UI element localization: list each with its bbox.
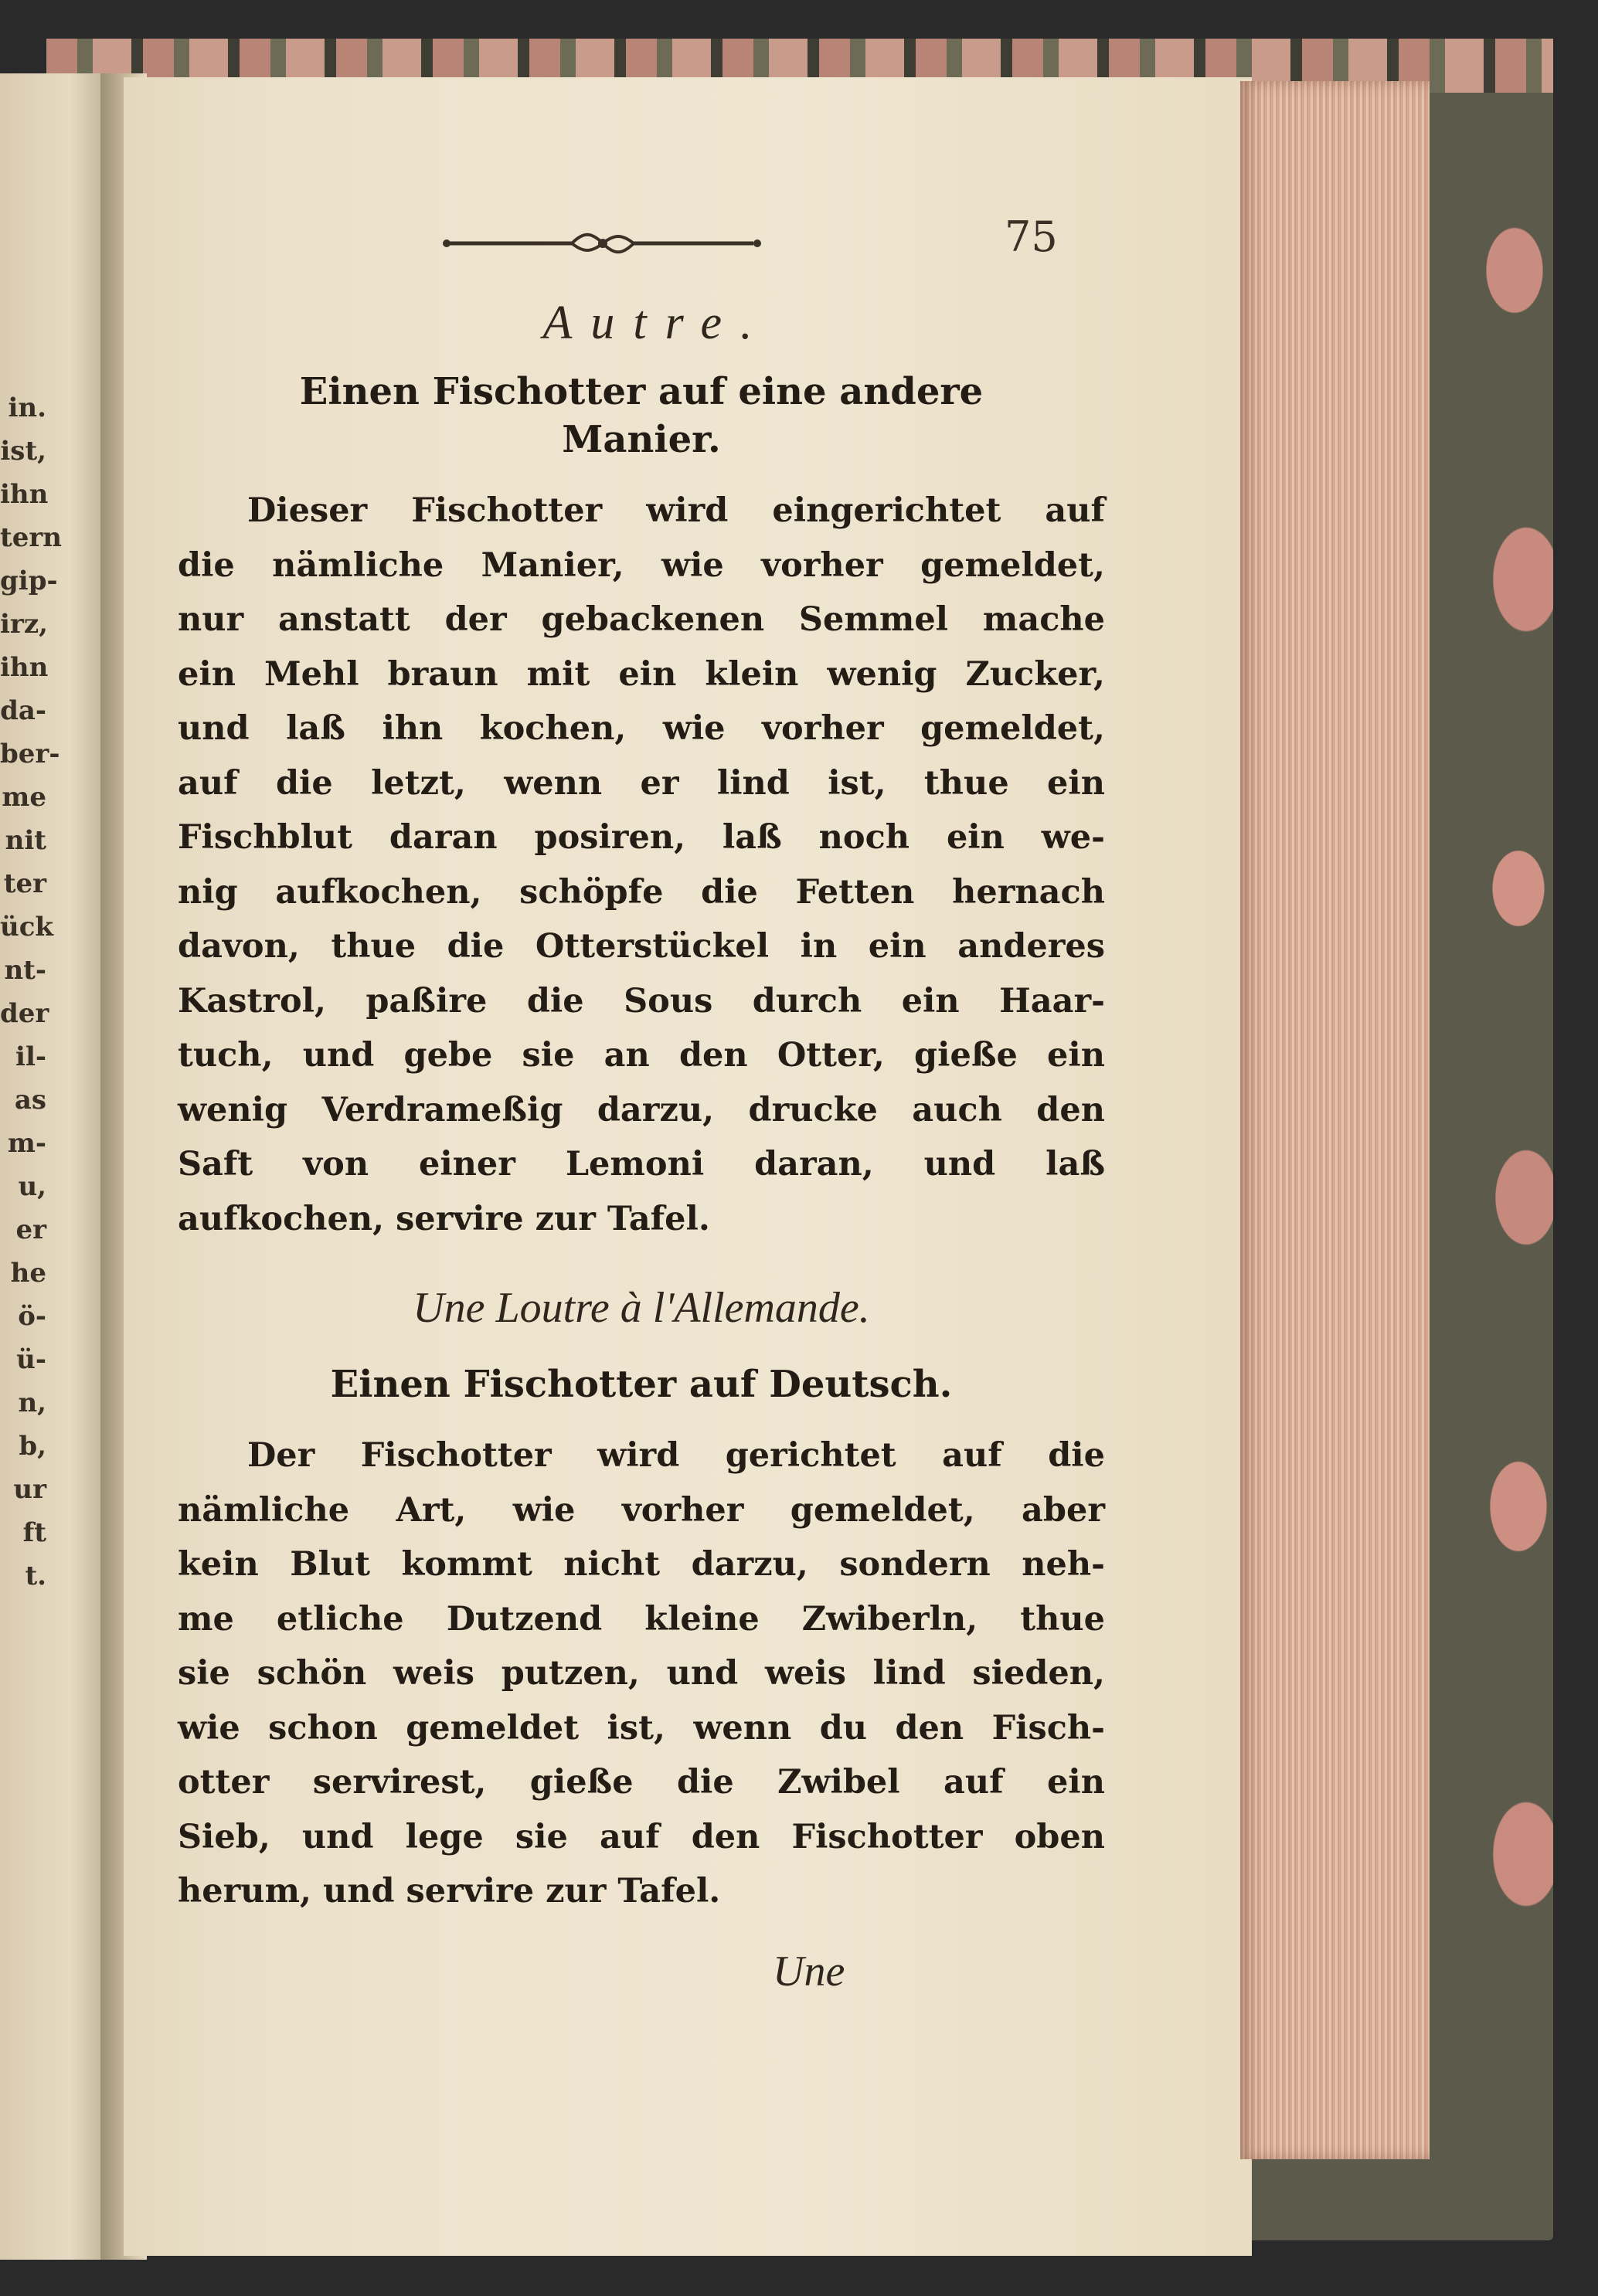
section1-german-heading-line2: Manier. xyxy=(562,418,721,461)
text-line: tuch, und gebe sie an den Otter, gieße ein xyxy=(178,1036,1105,1075)
text-line: Kastrol, paßire die Sous durch ein Haar- xyxy=(178,981,1105,1021)
left-page-fragment: il- xyxy=(15,1041,46,1072)
left-page-fragment: b, xyxy=(19,1431,46,1462)
left-page-fragment: nt- xyxy=(4,955,46,986)
section1-french-title: Autre. xyxy=(542,297,771,349)
page-content xyxy=(178,212,1105,1919)
text-line: die nämliche Manier, wie vorher gemeldet, xyxy=(178,545,1105,585)
text-line: aufkochen, servire zur Tafel. xyxy=(178,1199,710,1238)
left-page-fragment: in. xyxy=(8,392,46,423)
left-page-fragment: ft xyxy=(22,1517,46,1548)
left-page-fragment: ück xyxy=(0,912,53,943)
text-line: sie schön weis putzen, und weis lind sieden, xyxy=(178,1654,1105,1693)
left-page-fragment: n, xyxy=(18,1387,46,1418)
left-page-fragment: as xyxy=(14,1085,46,1116)
text-line: auf die letzt, wenn er lind ist, thue ein xyxy=(178,763,1105,803)
left-page-fragment: ber- xyxy=(0,739,60,769)
left-page-fragment: nit xyxy=(5,825,46,856)
left-page-fragment: ter xyxy=(3,868,46,899)
text-line: und laß ihn kochen, wie vorher gemeldet, xyxy=(178,709,1105,748)
text-line: Saft von einer Lemoni daran, und laß xyxy=(178,1145,1105,1184)
page-number: 75 xyxy=(1005,212,1058,261)
left-page-fragment: tern xyxy=(0,522,62,553)
text-line: herum, und servire zur Tafel. xyxy=(178,1872,721,1911)
text-line: Sieb, und lege sie auf den Fischotter oben xyxy=(178,1817,1105,1856)
text-line: davon, thue die Otterstückel in ein anderes xyxy=(178,927,1105,966)
left-page-fragment: ü- xyxy=(16,1344,46,1375)
left-page-fragment: ihn xyxy=(0,652,49,683)
page-header xyxy=(178,212,1105,282)
text-line: nur anstatt der gebackenen Semmel mache xyxy=(178,600,1105,639)
left-page-fragment: u, xyxy=(18,1171,46,1202)
text-line: me etliche Dutzend kleine Zwiberln, thue xyxy=(178,1599,1105,1639)
left-page-fragment: gip- xyxy=(0,566,58,596)
section2-french-title: Une Loutre à l'Allemande. xyxy=(413,1284,870,1332)
text-line: nämliche Art, wie vorher gemeldet, aber xyxy=(178,1490,1105,1530)
text-line: wie schon gemeldet ist, wenn du den Fisch- xyxy=(178,1708,1105,1747)
section1-german-heading xyxy=(178,368,1105,464)
text-line: Dieser Fischotter wird eingerichtet auf xyxy=(247,491,1105,530)
section2-body xyxy=(178,1428,1105,1919)
page-edge-block xyxy=(1240,81,1430,2159)
left-page-fragment: der xyxy=(0,998,49,1029)
section1-body xyxy=(178,484,1105,1246)
text-line: kein Blut kommt nicht darzu, sondern neh- xyxy=(178,1545,1105,1584)
left-page-fragment: ihn xyxy=(0,479,49,510)
ornament-rule-icon xyxy=(440,228,765,259)
left-page-fragment: da- xyxy=(0,695,46,726)
text-line: ein Mehl braun mit ein klein wenig Zucker, xyxy=(178,654,1105,694)
left-page-fragment: ist, xyxy=(0,436,46,467)
section1-german-heading-line1: Einen Fischotter auf eine andere xyxy=(299,370,984,413)
left-page-fragment: me xyxy=(2,782,46,813)
text-line: Der Fischotter wird gerichtet auf die xyxy=(247,1436,1105,1475)
text-line: wenig Verdrameßig darzu, drucke auch den xyxy=(178,1090,1105,1129)
left-page-fragment: ö- xyxy=(18,1301,46,1332)
left-page-fragment: he xyxy=(10,1258,46,1289)
text-line: otter servirest, gieße die Zwibel auf ein xyxy=(178,1763,1105,1802)
left-page-fragment: ur xyxy=(13,1474,46,1505)
left-page-fragment: m- xyxy=(7,1128,46,1159)
left-page-text-fragments xyxy=(0,386,116,1598)
left-page-fragment: er xyxy=(15,1214,46,1245)
left-page-fragment: irz, xyxy=(0,609,48,640)
section2-german-heading: Einen Fischotter auf Deutsch. xyxy=(330,1363,953,1406)
catchword: Une xyxy=(773,1948,845,1995)
text-line: nig aufkochen, schöpfe die Fetten hernach xyxy=(178,872,1105,912)
text-line: Fischblut daran posiren, laß noch ein we- xyxy=(178,818,1105,857)
left-page-fragment: t. xyxy=(25,1561,46,1591)
